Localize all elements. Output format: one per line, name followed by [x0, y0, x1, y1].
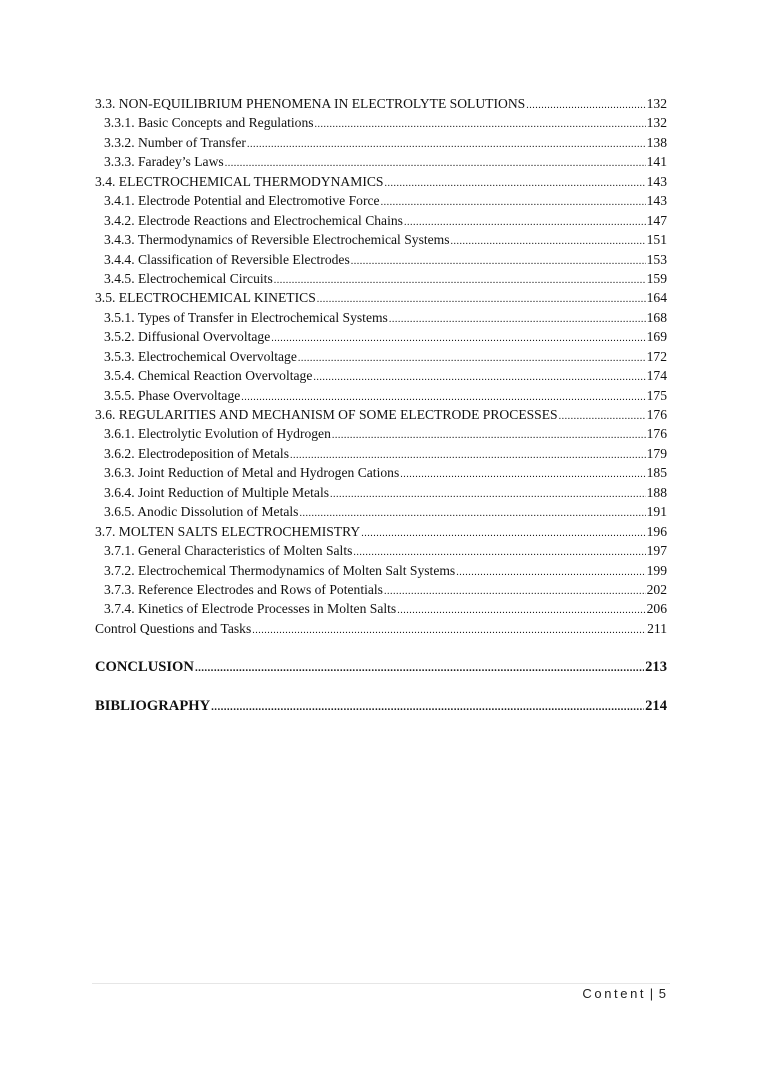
toc-entry-page: 176	[646, 426, 667, 442]
dot-leader	[247, 135, 646, 154]
footer-separator: |	[649, 986, 654, 1001]
toc-entry-title: 3.6.1. Electrolytic Evolution of Hydrogen	[104, 426, 331, 442]
toc-entry[interactable]	[95, 366, 667, 385]
toc-entry-page: 196	[646, 523, 667, 539]
toc-entry-page: 197	[646, 543, 667, 559]
toc-entry-title: 3.3.3. Faradey’s Laws	[104, 154, 224, 170]
toc-entry-title: 3.4.2. Electrode Reactions and Electrochemical Chains	[104, 212, 403, 228]
toc-entry-page: 168	[646, 309, 667, 325]
dot-leader	[332, 426, 646, 445]
major-toc-entry[interactable]	[95, 656, 667, 678]
toc-entry-page: 176	[646, 407, 667, 422]
toc-entry[interactable]	[95, 152, 667, 171]
toc-entry-title: 3.4.5. Electrochemical Circuits	[104, 270, 273, 286]
toc-entry-title: 3.7. MOLTEN SALTS ELECTROCHEMISTRY	[95, 523, 361, 539]
dot-leader	[274, 271, 646, 290]
toc-entry[interactable]	[95, 386, 667, 405]
toc-entry-page: 169	[646, 329, 667, 345]
toc-entry-page: 143	[646, 193, 667, 209]
major-entries	[95, 656, 667, 717]
toc-entry[interactable]	[95, 541, 667, 560]
dot-leader	[361, 524, 645, 543]
toc-entry-title: 3.5.1. Types of Transfer in Electrochemical Systems	[104, 309, 388, 325]
dot-leader	[389, 310, 646, 329]
toc-entry-title: 3.7.3. Reference Electrodes and Rows of Potentials	[104, 581, 383, 597]
dot-leader	[211, 696, 644, 718]
toc-entry[interactable]	[95, 405, 667, 424]
toc-entry-title: 3.6.2. Electrodeposition of Metals	[104, 445, 289, 461]
page-number: 5	[658, 986, 666, 1001]
toc-entry[interactable]	[95, 599, 667, 618]
toc-entry[interactable]	[95, 444, 667, 463]
footer-divider	[92, 983, 670, 984]
toc-entry-page: 143	[646, 173, 667, 189]
toc-entry-title: 3.6.5. Anodic Dissolution of Metals	[104, 504, 299, 520]
dot-leader	[351, 252, 646, 271]
toc-entry-page: 132	[646, 96, 667, 111]
toc-entry-page: 151	[646, 232, 667, 248]
toc-entry-title: 3.5.2. Diffusional Overvoltage	[104, 329, 271, 345]
dot-leader	[385, 174, 646, 193]
toc-entry[interactable]	[95, 463, 667, 482]
dot-leader	[526, 96, 645, 115]
toc-entry-page: 202	[646, 581, 667, 597]
toc-entry[interactable]	[95, 269, 667, 288]
toc-entry-page: 164	[646, 290, 667, 306]
toc-entry-page: 199	[646, 562, 667, 578]
dot-leader	[381, 193, 646, 212]
footer-label: Content	[582, 986, 647, 1001]
toc-entry-title: 3.6. REGULARITIES AND MECHANISM OF SOME ELECTRODE PROCESSES	[95, 407, 558, 422]
dot-leader	[195, 657, 644, 679]
toc-entry-title: 3.5.4. Chemical Reaction Overvoltage	[104, 368, 313, 384]
toc-entry-title: 3.3.2. Number of Transfer	[104, 134, 246, 150]
toc-entry-page: 213	[645, 659, 667, 675]
dot-leader	[271, 329, 645, 348]
toc-entry-page: 185	[646, 465, 667, 481]
toc-entry[interactable]	[95, 94, 667, 113]
dot-leader	[384, 582, 646, 601]
dot-leader	[400, 465, 645, 484]
toc-entry-title: BIBLIOGRAPHY	[95, 698, 211, 714]
toc-entry-title: 3.5.3. Electrochemical Overvoltage	[104, 348, 297, 364]
toc-entry-title: 3.4.4. Classification of Reversible Electrodes	[104, 251, 350, 267]
table-of-contents	[95, 94, 667, 638]
toc-entry-title: 3.5.5. Phase Overvoltage	[104, 387, 241, 403]
toc-entry-title: 3.4.3. Thermodynamics of Reversible Electrochemical Systems	[104, 232, 450, 248]
toc-entry-title: 3.3.1. Basic Concepts and Regulations	[104, 115, 314, 131]
toc-entry-page: 132	[646, 115, 667, 131]
toc-entry-title: 3.4.1. Electrode Potential and Electromotive Force	[104, 193, 380, 209]
toc-entry[interactable]	[95, 172, 667, 191]
dot-leader	[252, 621, 646, 640]
toc-entry-title: 3.7.2. Electrochemical Thermodynamics of Molten Salt Systems	[104, 562, 456, 578]
toc-entry[interactable]	[95, 424, 667, 443]
toc-entry-page: 147	[646, 212, 667, 228]
toc-entry[interactable]	[95, 308, 667, 327]
toc-entry-page: 174	[646, 368, 667, 384]
dot-leader	[330, 485, 646, 504]
dot-leader	[298, 349, 646, 368]
toc-entry[interactable]	[95, 113, 667, 132]
toc-entry-page: 211	[647, 620, 667, 636]
toc-entry[interactable]	[95, 230, 667, 249]
toc-entry[interactable]	[95, 250, 667, 269]
toc-entry-page: 141	[646, 154, 667, 170]
toc-entry-title: CONCLUSION	[95, 659, 194, 675]
toc-entry[interactable]	[95, 133, 667, 152]
toc-entry-page: 153	[646, 251, 667, 267]
toc-entry-title: 3.7.1. General Characteristics of Molten Salts	[104, 543, 353, 559]
toc-entry[interactable]	[95, 619, 667, 638]
toc-entry-page: 206	[646, 601, 667, 617]
toc-entry-page: 138	[646, 134, 667, 150]
dot-leader	[313, 368, 645, 387]
toc-entry[interactable]	[95, 483, 667, 502]
toc-entry-page: 214	[645, 698, 667, 714]
toc-entry-title: 3.5. ELECTROCHEMICAL KINETICS	[95, 290, 316, 306]
toc-entry-page: 191	[646, 504, 667, 520]
toc-entry[interactable]	[95, 211, 667, 230]
toc-entry[interactable]	[95, 288, 667, 307]
toc-entry-title: 3.3. NON-EQUILIBRIUM PHENOMENA IN ELECTROLYTE SOLUTIONS	[95, 96, 526, 111]
toc-entry[interactable]	[95, 561, 667, 580]
page-footer	[582, 986, 666, 1001]
toc-entry-page: 159	[646, 270, 667, 286]
toc-entry-title: 3.6.4. Joint Reduction of Multiple Metals	[104, 484, 330, 500]
toc-entry-page: 175	[646, 387, 667, 403]
toc-entry-page: 172	[646, 348, 667, 364]
toc-entry[interactable]	[95, 580, 667, 599]
toc-entry-title: 3.6.3. Joint Reduction of Metal and Hydrogen Cations	[104, 465, 400, 481]
toc-entry[interactable]	[95, 327, 667, 346]
dot-leader	[559, 407, 646, 426]
dot-leader	[397, 601, 645, 620]
dot-leader	[456, 563, 645, 582]
toc-entry-title: 3.4. ELECTROCHEMICAL THERMODYNAMICS	[95, 173, 384, 189]
toc-entry[interactable]	[95, 522, 667, 541]
toc-entry[interactable]	[95, 502, 667, 521]
dot-leader	[315, 115, 646, 134]
toc-entry[interactable]	[95, 191, 667, 210]
toc-entry-page: 179	[646, 445, 667, 461]
dot-leader	[451, 232, 646, 251]
toc-entry-title: 3.7.4. Kinetics of Electrode Processes in Molten Salts	[104, 601, 397, 617]
major-toc-entry[interactable]	[95, 695, 667, 717]
toc-entry-page: 188	[646, 484, 667, 500]
toc-entry[interactable]	[95, 347, 667, 366]
toc-entry-title: Control Questions and Tasks	[95, 620, 252, 636]
